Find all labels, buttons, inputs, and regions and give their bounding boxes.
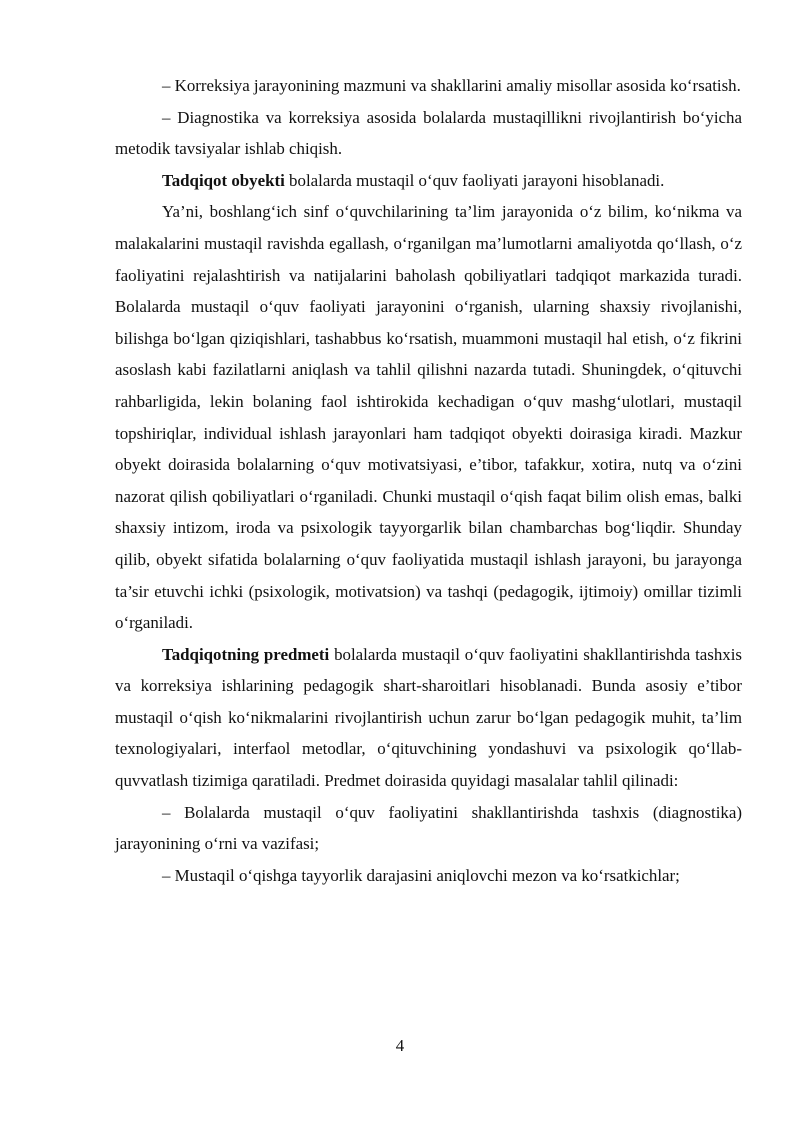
paragraph-correction-content [115,70,742,102]
paragraph-text: – Korreksiya jarayonining mazmuni va shakllarini amaliy misollar asosida ko‘rsatish. [162,76,741,95]
paragraph-text: – Mustaqil o‘qishga tayyorlik darajasini aniqlovchi mezon va ko‘rsatkichlar; [162,865,680,885]
paragraph-text: Ya’ni, boshlang‘ich sinf o‘quvchilarining ta’lim jarayonida o‘z bilim, ko‘nikma va malakalarini mustaqil ravishda egallash, o‘rganilgan ma’lumotlarni amaliyotda qo‘llash, o‘z faoliyatini rejalashtirish va natijalarini baholash qobiliyatlari tadqiqot markazida turadi. Bolalarda mustaqil o‘quv faoliyati jarayonini o‘rganish, ularning shaxsiy rivojlanishi, bilishga bo‘lgan qiziqishlari, tashabbus ko‘rsatish, muammoni mustaqil hal etish, o‘z fikrini asoslash kabi fazilatlarni aniqlash va tahlil qilishni nazarda tutadi. Shuningdek, o‘qituvchi rahbarligida, lekin bolaning faol ishtirokida kechadigan o‘quv mashg‘ulotlari, mustaqil topshiriqlar, individual ishlash jarayonlari ham tadqiqot obyekti doirasiga kiradi. Mazkur obyekt doirasida bolalarning o‘quv motivatsiyasi, e’tibor, tafakkur, xotira, nutq va o‘zini nazorat qilish qobiliyatlari o‘rganiladi. Chunki mustaqil o‘qish faqat bilim olish emas, balki shaxsiy intizom, iroda va psixologik tayyorgarlik bilan chambarchas bog‘liqdir. Shunday qilib, obyekt sifatida bolalarning o‘quv faoliyatida mustaqil ishlash jarayoni, bu jarayonga ta’sir etuvchi ichki (psixologik, motivatsion) va tashqi (pedagogik, ijtimoiy) omillar tizimli o‘rganiladi. [115,202,742,633]
paragraph-text: – Diagnostika va korreksiya asosida bolalarda mustaqillikni rivojlantirish bo‘yicha metodik tavsiyalar ishlab chiqish. [115,107,742,159]
page-number: 4 [395,1036,405,1055]
paragraph-research-subject [115,639,742,797]
paragraph-object-explanation [115,196,742,638]
paragraph-research-object [115,165,742,197]
paragraph-lead-term: Tadqiqot obyekti [162,170,285,190]
paragraph-methodical-recommendations [115,102,742,165]
paragraph-text: – Bolalarda mustaqil o‘quv faoliyatini shakllantirishda tashxis (diagnostika) jarayonining o‘rni va vazifasi; [115,802,742,854]
page-body [115,70,742,891]
paragraph-lead-term: Tadqiqotning predmeti [162,644,330,664]
paragraph-text: bolalarda mustaqil o‘quv faoliyatini shakllantirishda tashxis va korreksiya ishlarining pedagogik shart-sharoitlari hisoblanadi. Bunda asosiy e’tibor mustaqil o‘qish ko‘nikmalarini rivojlantirish uchun zarur bo‘lgan pedagogik muhit, ta’lim texnologiyalari, interfaol metodlar, o‘qituvchining yondashuvi va psixologik qo‘llab-quvvatlash tizimiga qaratiladi. Predmet doirasida quyidagi masalalar tahlil qilinadi: [115,644,742,791]
paragraph-text: bolalarda mustaqil o‘quv faoliyati jarayoni hisoblanadi. [284,170,665,190]
paragraph-readiness-criteria [115,860,742,892]
paragraph-diagnostics-role [115,797,742,860]
